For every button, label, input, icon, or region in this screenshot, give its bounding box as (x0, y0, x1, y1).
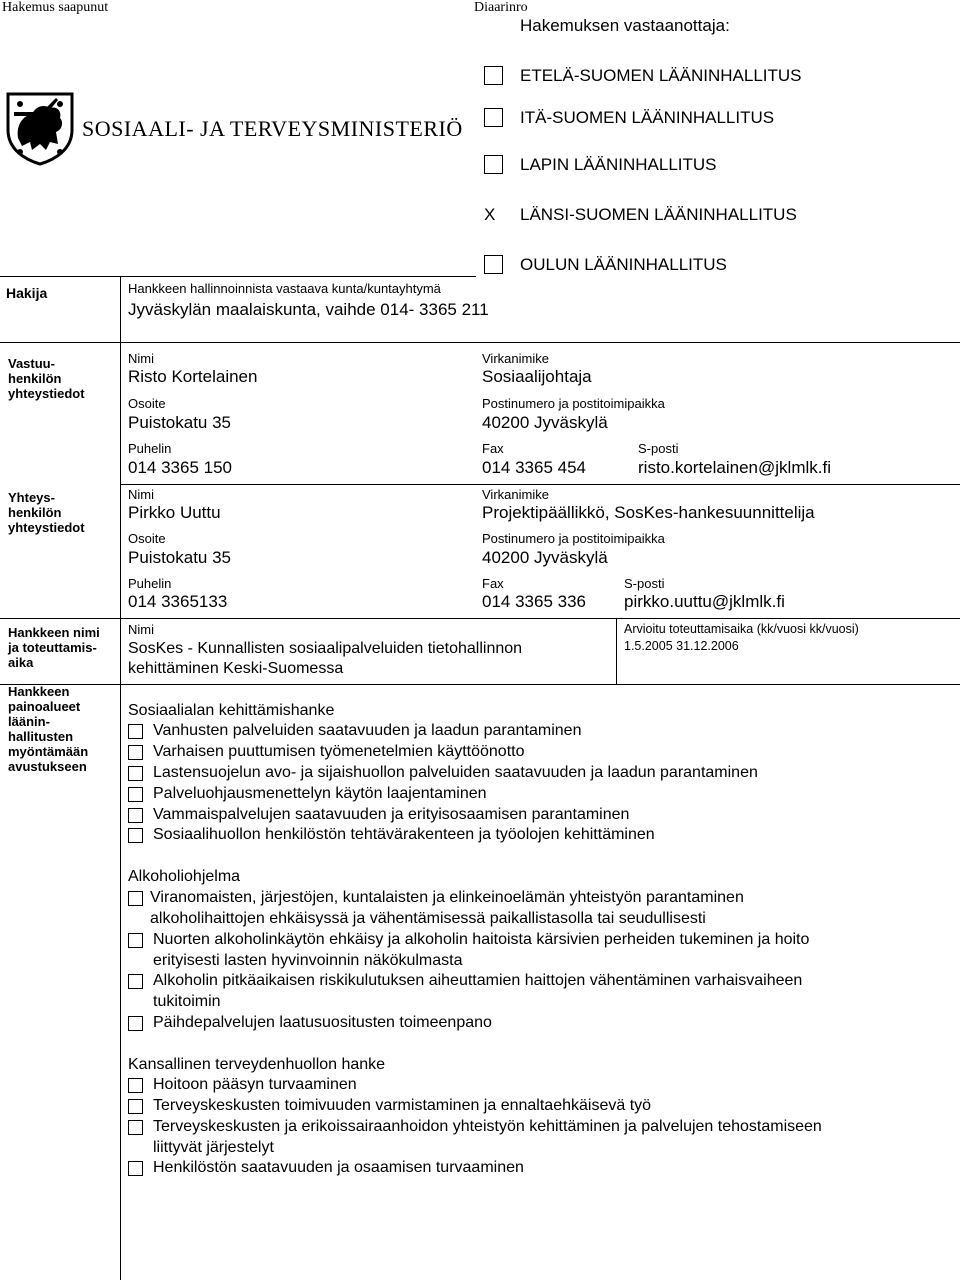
contact-address-label: Osoite (128, 531, 166, 546)
responsible-bottom-border (120, 484, 960, 485)
checkbox-health-3[interactable] (128, 1120, 143, 1135)
responsible-phone-label: Puhelin (128, 441, 172, 456)
checkbox-alcohol-4[interactable] (128, 1016, 143, 1031)
province-label-ita-suomi: ITÄ-SUOMEN LÄÄNINHALLITUS (520, 108, 775, 127)
checkbox-alcohol-2[interactable] (128, 933, 143, 948)
option-health-4: Henkilöstön saatavuuden ja osaamisen turvaaminen (153, 1159, 524, 1176)
group-title-health: Kansallinen terveydenhuollon hanke (128, 1056, 386, 1073)
contact-name-label: Nimi (128, 487, 154, 502)
duration-divider (616, 618, 617, 684)
responsible-email: risto.kortelainen@jklmlk.fi (638, 458, 831, 477)
province-checkbox-lappi[interactable] (484, 155, 503, 174)
contact-email: pirkko.uuttu@jklmlk.fi (624, 592, 785, 611)
responsible-phone: 014 3365 150 (128, 458, 232, 477)
applicant-heading: Hakija (6, 285, 48, 301)
province-checkbox-oulu[interactable] (484, 255, 503, 274)
priorities-heading: Hankkeen painoalueet läänin- hallitusten myöntämään avustukseen (8, 684, 89, 774)
received-label: Hakemus saapunut (2, 0, 109, 15)
project-duration: 1.5.2005 31.12.2006 (624, 639, 739, 653)
contact-phone: 014 3365133 (128, 592, 228, 611)
province-selected-mark-lansi-suomi[interactable]: X (484, 205, 496, 224)
responsible-address: Puistokatu 35 (128, 413, 232, 432)
applicant-label: Hankkeen hallinnoinnista vastaava kunta/kuntayhtymä (128, 281, 441, 296)
option-alcohol-3-line-2: tukitoimin (153, 993, 221, 1010)
option-alcohol-2-line-2: erityisesti lasten hyvinvoinnin näkökulmasta (153, 952, 463, 969)
contact-phone-label: Puhelin (128, 576, 172, 591)
province-label-oulu: OULUN LÄÄNINHALLITUS (520, 255, 727, 274)
contact-name: Pirkko Uuttu (128, 503, 221, 522)
checkbox[interactable] (128, 724, 143, 739)
contact-bottom-border (0, 618, 960, 619)
checkbox-health-1[interactable] (128, 1078, 143, 1093)
project-name-label: Nimi (128, 622, 154, 637)
recipient-label: Hakemuksen vastaanottaja: (520, 16, 730, 35)
option-alcohol-1-line-1: Viranomaisten, järjestöjen, kuntalaisten ja elinkeinoelämän yhteistyön parantaminen (150, 889, 744, 906)
checkbox[interactable] (128, 745, 143, 760)
checkbox-alcohol-1[interactable] (128, 891, 143, 906)
responsible-heading: Vastuu- henkilön yhteystiedot (8, 356, 85, 401)
project-bottom-border (0, 684, 960, 685)
option-alcohol-1-line-2: alkoholihaittojen ehkäisyssä ja vähentämisessä paikallistasolla tai seudullisesti (150, 910, 706, 927)
responsible-postal: 40200 Jyväskylä (482, 413, 608, 432)
ministry-name: SOSIAALI- JA TERVEYSMINISTERIÖ (82, 116, 463, 141)
contact-heading: Yhteys- henkilön yhteystiedot (8, 490, 85, 535)
contact-fax-label: Fax (482, 576, 504, 591)
checkbox[interactable] (128, 766, 143, 781)
contact-postal-label: Postinumero ja postitoimipaikka (482, 531, 665, 546)
province-label-lansi-suomi: LÄNSI-SUOMEN LÄÄNINHALLITUS (520, 205, 797, 224)
province-label-etela-suomi: ETELÄ-SUOMEN LÄÄNINHALLITUS (520, 66, 802, 85)
checkbox-alcohol-3[interactable] (128, 974, 143, 989)
group-title-social: Sosiaalialan kehittämishanke (128, 702, 335, 719)
option-alcohol-3-line-1: Alkoholin pitkäaikaisen riskikulutuksen aiheuttamien haittojen vähentäminen varhaisvaiheen (153, 972, 803, 989)
group-title-alcohol: Alkoholiohjelma (128, 868, 241, 885)
contact-email-label: S-posti (624, 576, 665, 591)
applicant-bottom-border (0, 342, 960, 343)
contact-address: Puistokatu 35 (128, 548, 232, 567)
option-health-3-line-1: Terveyskeskusten ja erikoissairaanhoidon yhteistyön kehittäminen ja palvelujen tehostamiseen (153, 1118, 822, 1135)
checkbox-health-4[interactable] (128, 1161, 143, 1176)
responsible-fax-label: Fax (482, 441, 504, 456)
project-duration-label: Arvioitu toteuttamisaika (kk/vuosi kk/vuosi) (624, 622, 859, 636)
province-label-lappi: LAPIN LÄÄNINHALLITUS (520, 155, 717, 174)
checkbox-health-2[interactable] (128, 1099, 143, 1114)
responsible-email-label: S-posti (638, 441, 679, 456)
project-heading: Hankkeen nimi ja toteuttamis- aika (8, 625, 100, 670)
checkbox[interactable] (128, 787, 143, 802)
contact-title: Projektipäällikkö, SosKes-hankesuunnittelija (482, 503, 815, 522)
project-name-line-2: kehittäminen Keski-Suomessa (128, 660, 344, 677)
contact-fax: 014 3365 336 (482, 592, 586, 611)
option-health-3-line-2: liittyvät järjestelyt (153, 1139, 274, 1156)
contact-title-label: Virkanimike (482, 487, 549, 502)
contact-postal: 40200 Jyväskylä (482, 548, 608, 567)
province-checkbox-ita-suomi[interactable] (484, 108, 503, 127)
lion-coat-of-arms-logo (6, 92, 74, 166)
option-health-1: Hoitoon pääsyn turvaaminen (153, 1076, 357, 1093)
responsible-name: Risto Kortelainen (128, 367, 258, 386)
responsible-name-label: Nimi (128, 351, 154, 366)
responsible-title-label: Virkanimike (482, 351, 549, 366)
option-health-2: Terveyskeskusten toimivuuden varmistaminen ja ennaltaehkäisevä työ (153, 1097, 652, 1114)
table-top-border (0, 276, 476, 277)
left-column-divider (120, 276, 121, 1280)
checkbox[interactable] (128, 828, 143, 843)
responsible-fax: 014 3365 454 (482, 458, 586, 477)
responsible-address-label: Osoite (128, 396, 166, 411)
option-alcohol-4: Päihdepalvelujen laatusuositusten toimeenpano (153, 1014, 492, 1031)
responsible-title: Sosiaalijohtaja (482, 367, 592, 386)
responsible-postal-label: Postinumero ja postitoimipaikka (482, 396, 665, 411)
project-name-line-1: SosKes - Kunnallisten sosiaalipalveluiden tietohallinnon (128, 640, 523, 657)
diary-number-label: Diaarinro (474, 0, 528, 15)
province-checkbox-etela-suomi[interactable] (484, 66, 503, 85)
option-alcohol-2-line-1: Nuorten alkoholinkäytön ehkäisy ja alkoholin haitoista kärsivien perheiden tukeminen ja hoito (153, 931, 810, 948)
checkbox[interactable] (128, 808, 143, 823)
applicant-value: Jyväskylän maalaiskunta, vaihde 014- 3365 211 (128, 300, 489, 319)
